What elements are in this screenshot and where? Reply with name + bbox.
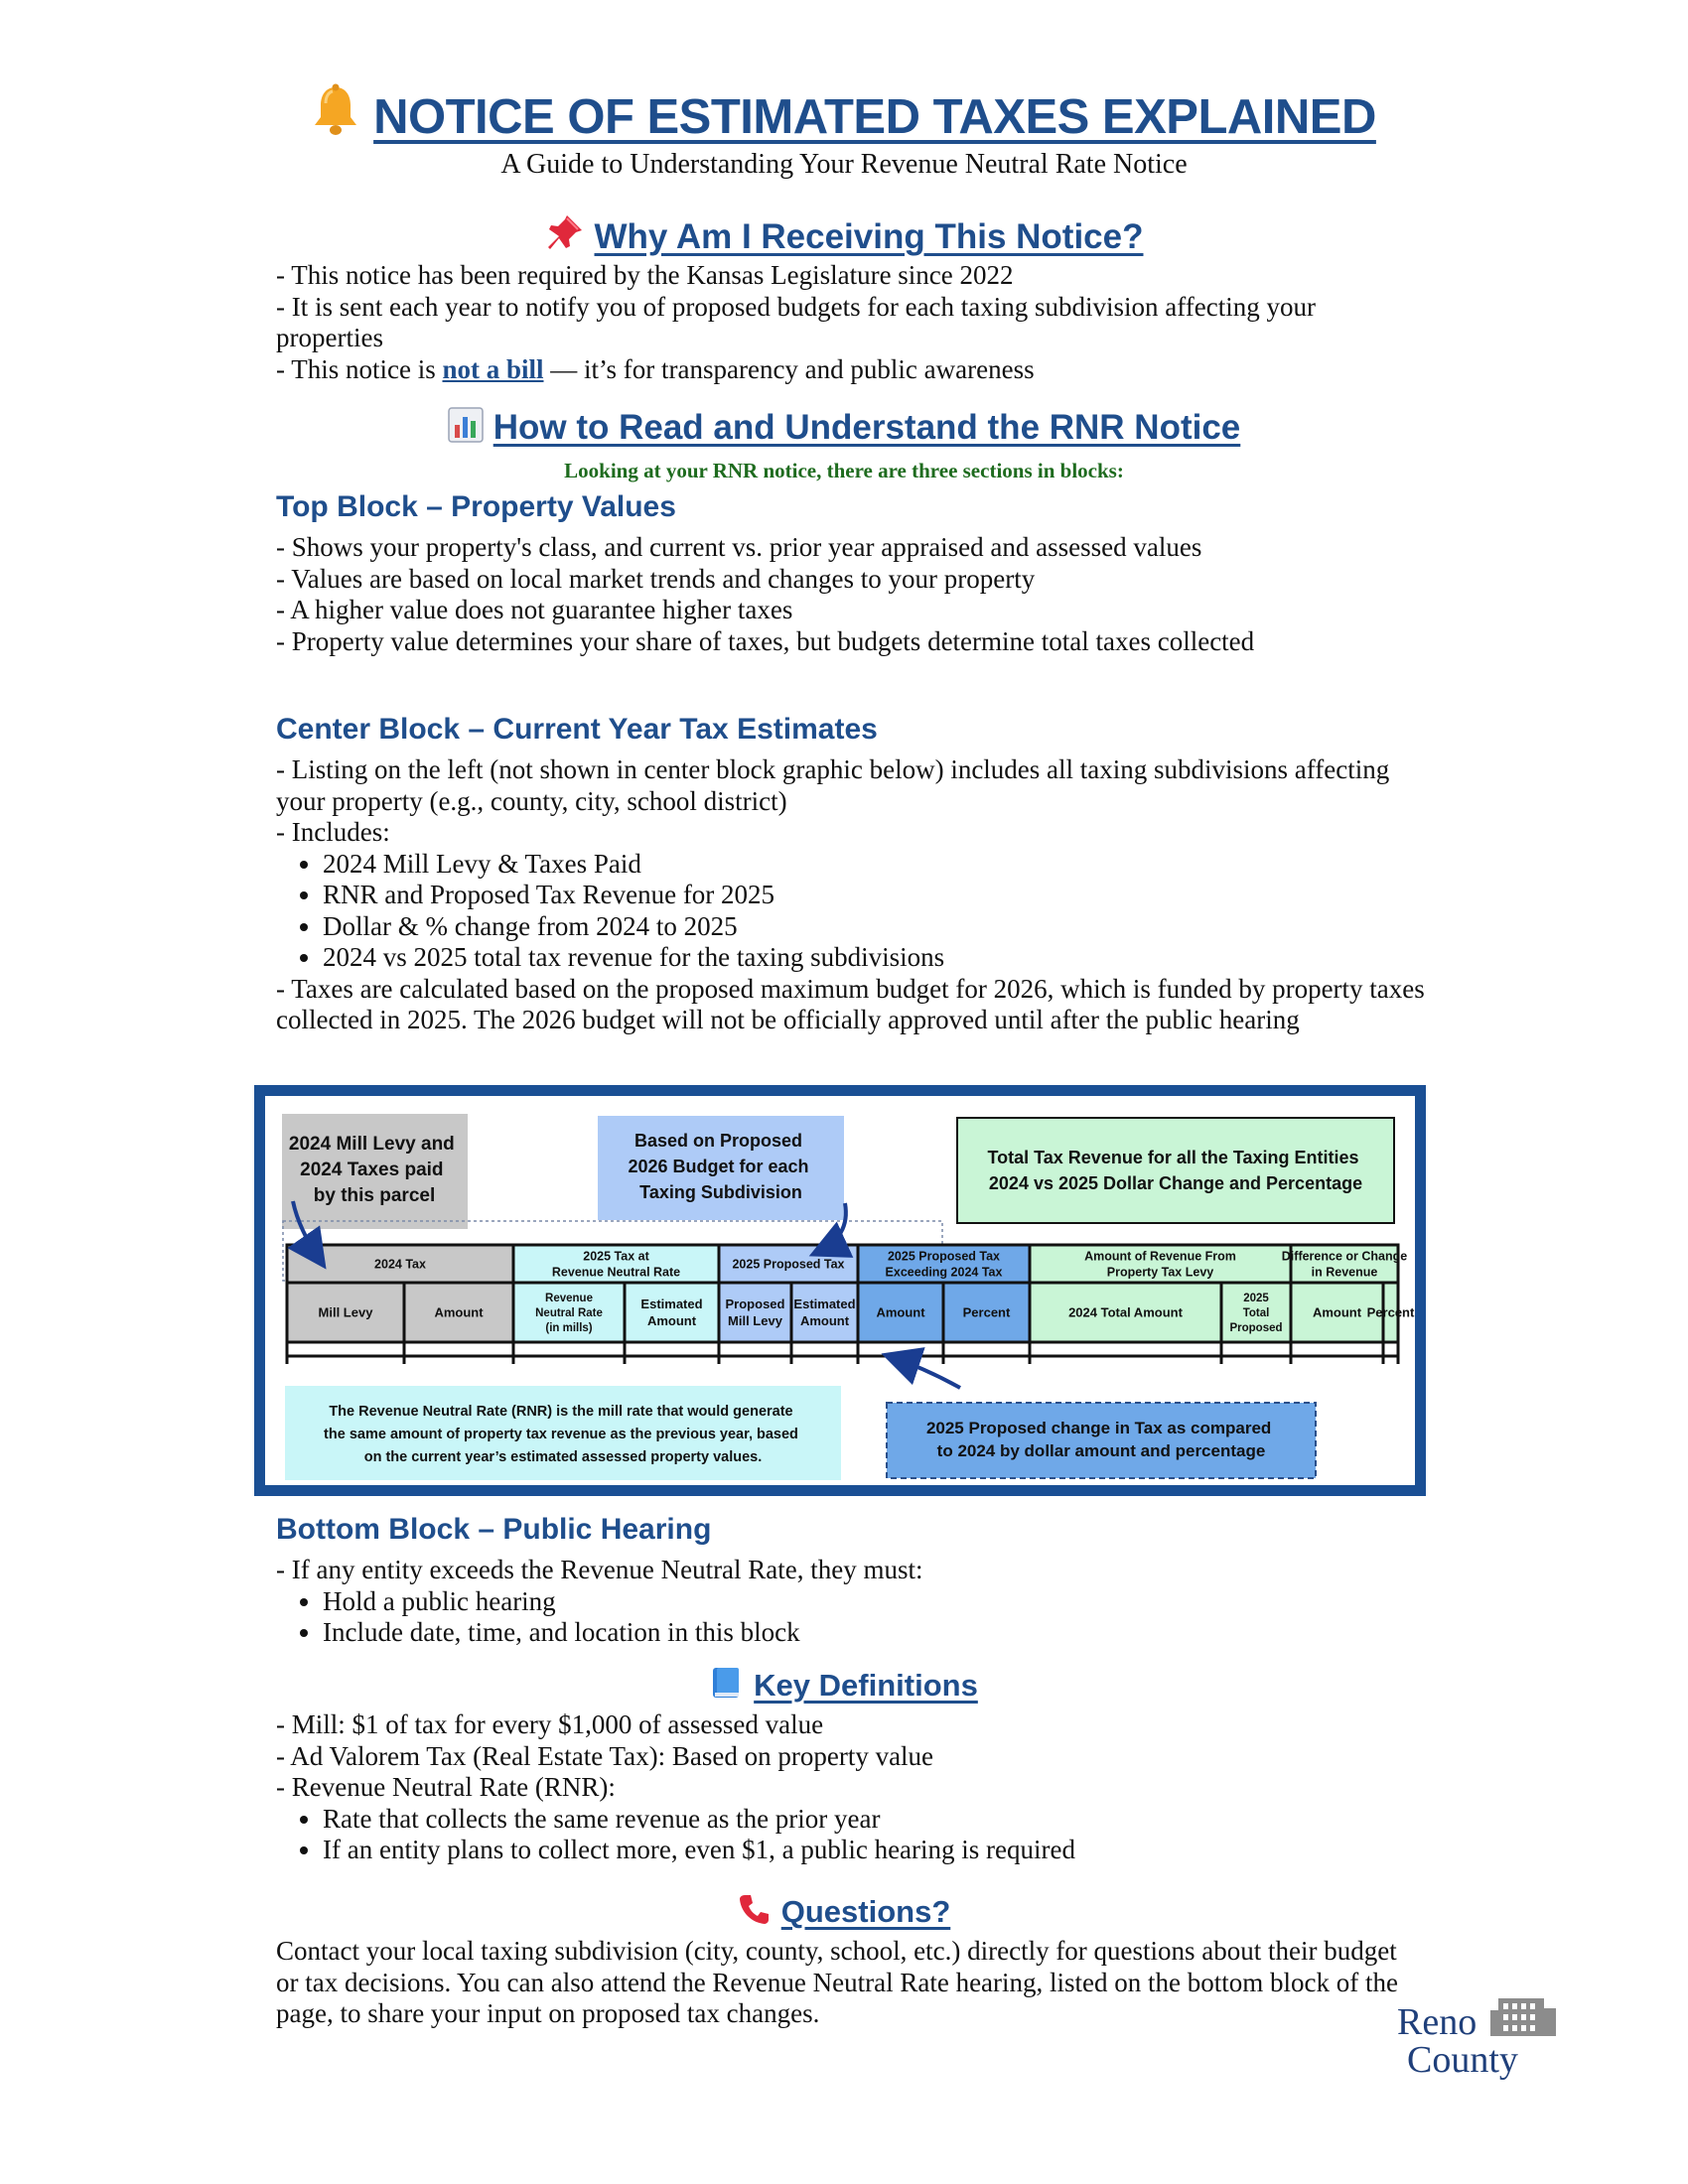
callout-mill-text: 2024 Mill Levy and 2024 Taxes paid by this parcel: [288, 1134, 455, 1206]
top-block-heading: Top Block – Property Values: [276, 490, 676, 523]
why-line-3-suffix: — it’s for transparency and public awareness: [543, 353, 1035, 384]
why-heading-text: Why Am I Receiving This Notice?: [594, 217, 1144, 256]
center-bullet-4: • 2024 vs 2025 total tax revenue for the taxing subdivisions: [323, 942, 1428, 974]
table-column-label: Proposed Mill Levy: [725, 1297, 785, 1328]
diagram-svg: [265, 1096, 1415, 1485]
center-bullet-1: • 2024 Mill Levy & Taxes Paid: [323, 849, 1428, 881]
table-column-header: [791, 1283, 858, 1342]
table-group-label: 2025 Proposed Tax: [732, 1257, 845, 1272]
bottom-block-bullets: [276, 1586, 1428, 1649]
table-group-label: 2025 Tax at Revenue Neutral Rate: [551, 1249, 681, 1280]
definitions-bullets: [276, 1804, 1428, 1866]
definitions-content: [276, 1709, 1428, 1866]
top-block-line-4: - Property value determines your share of taxes, but budgets determine total taxes collected: [276, 625, 1255, 656]
how-note: Looking at your RNR notice, there are three sections in blocks:: [564, 459, 1124, 482]
pushpin-icon: [545, 212, 585, 261]
definition-bullet-2: • If an entity plans to collect more, even $1, a public hearing is required: [323, 1835, 1428, 1866]
rnr-table: [287, 1245, 1415, 1364]
bottom-block-heading: Bottom Block – Public Hearing: [276, 1513, 712, 1546]
how-heading-text: How to Read and Understand the RNR Notice: [492, 408, 1241, 447]
bottom-bullet-1: • Hold a public hearing: [323, 1586, 1428, 1618]
table-column-label: Percent: [962, 1304, 1011, 1320]
questions-heading-text: Questions?: [780, 1894, 951, 1929]
table-column-header: [625, 1283, 719, 1342]
bar-chart-icon: [448, 407, 484, 452]
table-column-header: [719, 1283, 791, 1342]
definition-mill: - Mill: $1 of tax for every $1,000 of assessed value: [276, 1709, 824, 1739]
bell-icon: [312, 83, 359, 144]
callout-total-box: [957, 1118, 1394, 1223]
definitions-heading-text: Key Definitions: [754, 1668, 978, 1703]
callout-change-text: 2025 Proposed change in Tax as compared to 2024 by dollar amount and percentage: [925, 1419, 1272, 1460]
how-heading: [0, 407, 1688, 452]
table-group-label: 2025 Proposed Tax Exceeding 2024 Tax: [885, 1249, 1003, 1280]
logo-text-county: County: [1407, 2039, 1518, 2080]
bottom-block-line-1: - If any entity exceeds the Revenue Neutral Rate, they must:: [276, 1555, 923, 1584]
why-line-1: - This notice has been required by the Kansas Legislature since 2022: [276, 260, 1014, 290]
center-bullet-2: • RNR and Proposed Tax Revenue for 2025: [323, 880, 1428, 911]
table-column-label: Amount: [876, 1304, 925, 1320]
book-icon: [710, 1666, 744, 1707]
why-line-3-prefix: - This notice is: [276, 353, 443, 384]
callout-total-text: Total Tax Revenue for all the Taxing Entities 2024 vs 2025 Dollar Change and Percentage: [987, 1148, 1363, 1193]
table-column-label: 2025 Total Proposed: [1229, 1293, 1283, 1334]
definition-rnr: - Revenue Neutral Rate (RNR):: [276, 1772, 616, 1802]
table-column-label: Estimated Amount: [793, 1297, 856, 1328]
callout-rnr-text: The Revenue Neutral Rate (RNR) is the mill rate that would generate the same amount of property tax revenue as the previous year, based on the current year’s estimated assessed property values.: [324, 1404, 798, 1465]
table-column-label: Mill Levy: [318, 1304, 373, 1320]
center-block-line-2: - Includes:: [276, 817, 390, 847]
logo-text-reno: Reno: [1397, 2001, 1477, 2043]
top-block-line-1: - Shows your property's class, and current vs. prior year appraised and assessed values: [276, 532, 1202, 562]
center-block-heading: Center Block – Current Year Tax Estimates: [276, 713, 878, 746]
center-bullet-3: • Dollar & % change from 2024 to 2025: [323, 911, 1428, 943]
why-content: [276, 260, 1428, 385]
telephone-icon: [738, 1892, 772, 1934]
definition-bullet-1: • Rate that collects the same revenue as the prior year: [323, 1804, 1428, 1836]
center-block-line-1: - Listing on the left (not shown in center block graphic below) includes all taxing subdivisions affecting your property (e.g., county, city, school district): [276, 754, 1390, 816]
top-block-line-3: - A higher value does not guarantee higher taxes: [276, 595, 793, 624]
arrow-change: [889, 1356, 960, 1388]
reno-county-logo: [1395, 1990, 1564, 2080]
table-group-label: Amount of Revenue From Property Tax Levy: [1084, 1249, 1236, 1280]
callout-change-box: [887, 1403, 1316, 1478]
why-line-2: - It is sent each year to notify you of proposed budgets for each taxing subdivision affecting your properties: [276, 291, 1316, 352]
questions-content: [276, 1936, 1418, 2030]
center-block-diagram: [254, 1085, 1426, 1496]
questions-heading: [0, 1892, 1688, 1934]
table-column-label: Amount: [1312, 1304, 1362, 1320]
center-block-content: [276, 754, 1428, 1036]
questions-text: Contact your local taxing subdivision (city, county, school, etc.) directly for questions about their budget or tax decisions. You can also attend the Revenue Neutral Rate hearing, listed on the bottom block of the page, to share your input on proposed tax changes.: [276, 1936, 1398, 2028]
definitions-heading: [0, 1666, 1688, 1707]
table-column-label: 2024 Total Amount: [1068, 1304, 1183, 1320]
center-block-line-3: - Taxes are calculated based on the proposed maximum budget for 2026, which is funded by property taxes collected in 2025. The 2026 budget will not be officially approved until after the public hearing: [276, 973, 1425, 1034]
bottom-bullet-2: • Include date, time, and location in this block: [323, 1617, 1428, 1649]
callout-budget-text: Based on Proposed 2026 Budget for each Taxing Subdivision: [628, 1131, 809, 1202]
table-group-label: Difference or Change in Revenue: [1281, 1249, 1408, 1280]
table-column-label: Revenue Neutral Rate (in mills): [535, 1293, 603, 1334]
page-title: NOTICE OF ESTIMATED TAXES EXPLAINED: [373, 90, 1376, 144]
table-column-label: Estimated Amount: [640, 1297, 703, 1328]
center-block-bullets: [276, 849, 1428, 974]
page-subtitle: A Guide to Understanding Your Revenue Neutral Rate Notice: [500, 149, 1188, 180]
why-line-3: [276, 354, 1428, 386]
top-block-content: [276, 532, 1428, 657]
definition-ad-valorem: - Ad Valorem Tax (Real Estate Tax): Based on property value: [276, 1740, 934, 1771]
table-group-label: 2024 Tax: [374, 1257, 426, 1272]
title-row: [0, 83, 1688, 145]
top-block-line-2: - Values are based on local market trends and changes to your property: [276, 563, 1036, 594]
table-column-label: Percent: [1366, 1304, 1415, 1320]
table-column-label: Amount: [434, 1304, 484, 1320]
bottom-block-content: [276, 1555, 1428, 1649]
why-heading: [0, 212, 1688, 261]
not-a-bill-link[interactable]: not a bill: [442, 353, 544, 384]
